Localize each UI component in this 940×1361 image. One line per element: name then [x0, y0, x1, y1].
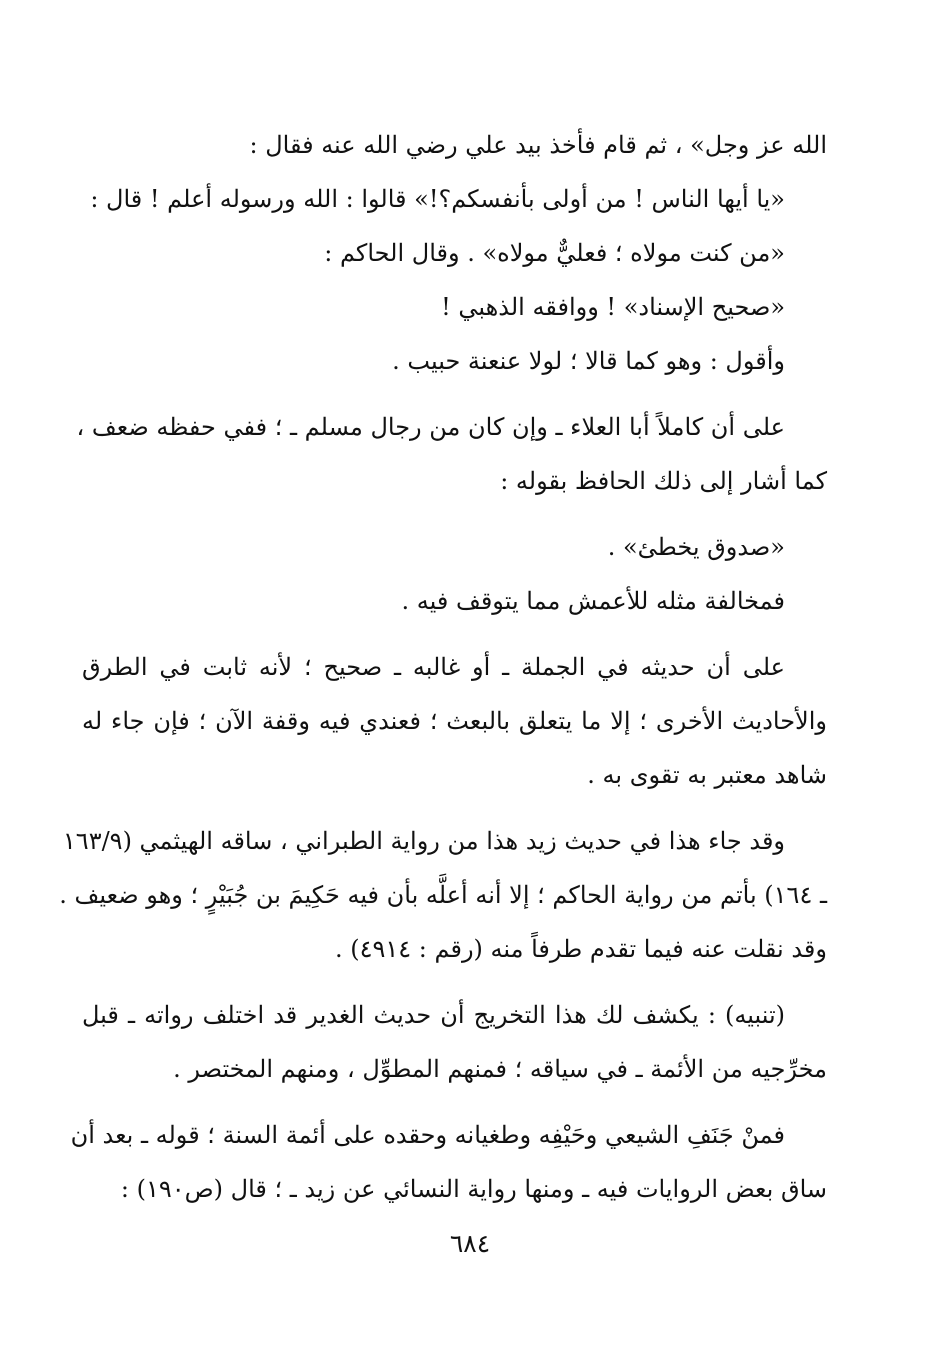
paragraph-line: وأقول : وهو كما قالا ؛ لولا عنعنة حبيب . [392, 347, 785, 375]
paragraph-line: وقد نقلت عنه فيما تقدم طرفاً منه (رقم : ٤٩١٤) . [334, 935, 827, 963]
quote-line: «من كنت مولاه ؛ فعليٌّ مولاه» . وقال الحاكم : [324, 239, 785, 267]
paragraph-line: كما أشار إلى ذلك الحافظ بقوله : [500, 467, 827, 495]
paragraph-line: شاهد معتبر به تقوى به . [587, 761, 827, 789]
paragraph-line: ساق بعض الروايات فيه ـ ومنها رواية النسائي عن زيد ـ ؛ قال (ص١٩٠) : [120, 1175, 827, 1203]
text-line: الله عز وجل» ، ثم قام فأخذ بيد علي رضي الله عنه فقال : [249, 131, 827, 159]
quote-line: «يا أيها الناس ! من أولى بأنفسكم؟!» قالوا : الله ورسوله أعلم ! قال : [90, 185, 785, 213]
document-body [59, 118, 827, 1216]
paragraph-line: على أن حديثه في الجملة ـ أو غالبه ـ صحيح ؛ لأنه ثابت في الطرق [82, 653, 785, 681]
paragraph-line: والأحاديث الأخرى ؛ إلا ما يتعلق بالبعث ؛ فعندي فيه وقفة الآن ؛ فإن جاء له [82, 707, 827, 735]
paragraph-line: فمنْ جَنَفِ الشيعي وحَيْفِه وطغيانه وحقده على أئمة السنة ؛ قوله ـ بعد أن [70, 1121, 785, 1149]
quote-line: «صدوق يخطئ» . [607, 533, 785, 561]
paragraph-line: على أن كاملاً أبا العلاء ـ وإن كان من رجال مسلم ـ ؛ ففي حفظه ضعف ، [76, 413, 785, 441]
paragraph-line: ـ ١٦٤) بأتم من رواية الحاكم ؛ إلا أنه أعلَّه بأن فيه حَكِيمَ بن جُبَيْرٍ ؛ وهو ضعيف . [59, 881, 827, 909]
paragraph-line: مخرِّجيه من الأئمة ـ في سياقه ؛ فمنهم المطوِّل ، ومنهم المختصر . [173, 1055, 827, 1083]
paragraph-line: وقد جاء هذا في حديث زيد هذا من رواية الطبراني ، ساقه الهيثمي (١٦٣/٩ [62, 827, 785, 855]
paragraph-line: (تنبيه) : يكشف لك هذا التخريج أن حديث الغدير قد اختلف رواته ـ قبل [82, 1001, 785, 1029]
quote-line: «صحيح الإسناد» ! ووافقه الذهبي ! [441, 293, 785, 321]
paragraph-line: فمخالفة مثله للأعمش مما يتوقف فيه . [401, 587, 785, 615]
page-number: ٦٨٤ [449, 1229, 491, 1258]
